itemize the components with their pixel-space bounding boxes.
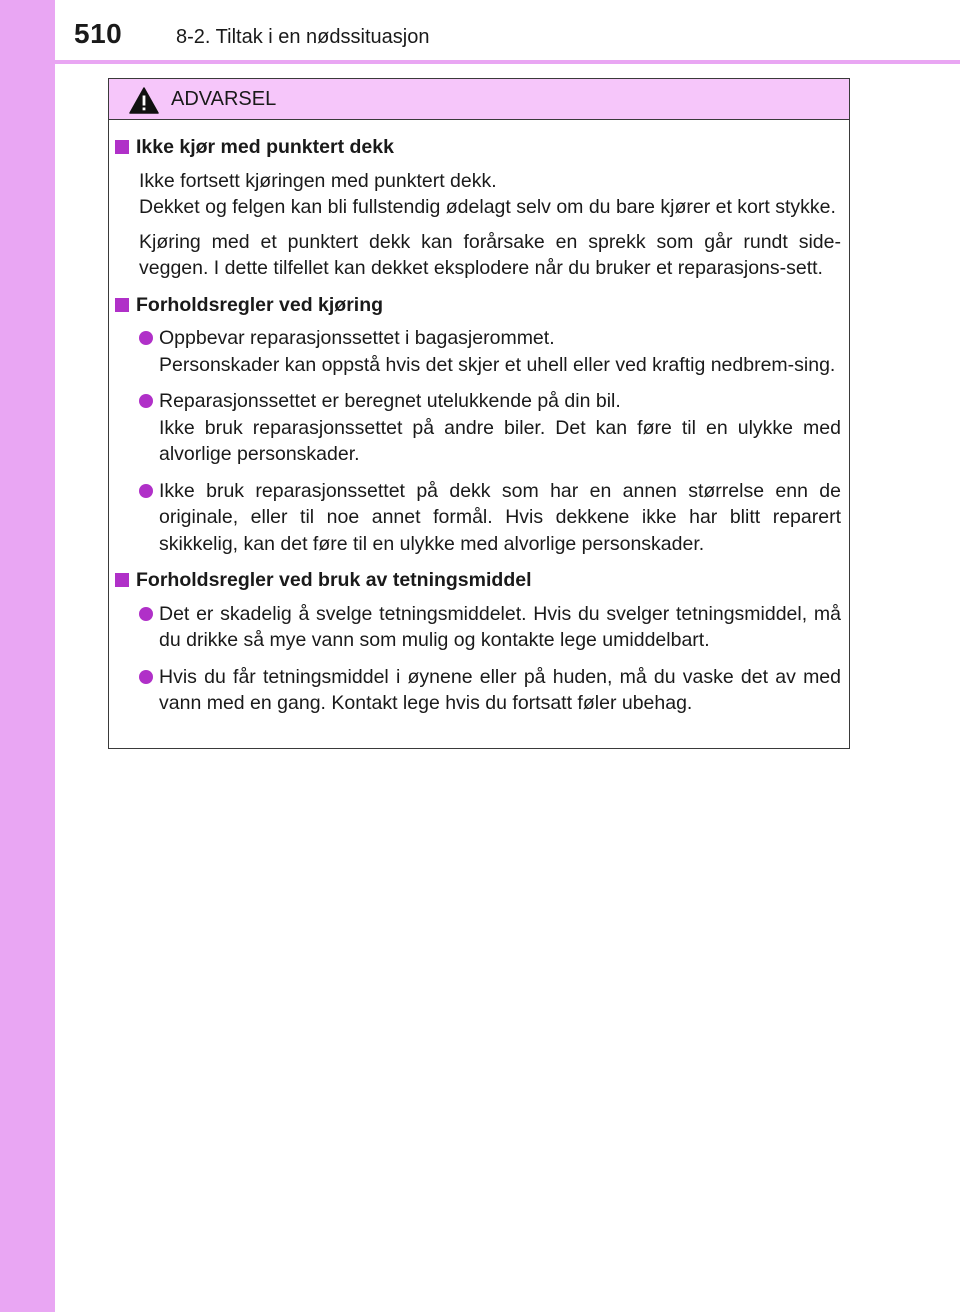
- bullet-line: Personskader kan oppstå hvis det skjer et uhell eller ved kraftig nedbrem-sing.: [159, 353, 836, 376]
- warning-box: [108, 78, 850, 749]
- warning-section: [113, 292, 841, 558]
- section-heading: [113, 134, 841, 161]
- circle-bullet-icon: [139, 394, 153, 408]
- side-color-band-top: [0, 0, 55, 60]
- section-heading: [113, 567, 841, 594]
- bullet-line: Hvis du får tetningsmiddel i øynene eller på huden, må du vaske det av med vann med en gang. Kontakt lege hvis du fortsatt føler ubehag.: [159, 665, 841, 714]
- warning-label: ADVARSEL: [171, 88, 277, 110]
- bullet-item: [113, 478, 841, 558]
- paragraph: [113, 168, 841, 221]
- paragraph-line: Kjøring med et punktert dekk kan forårsake en sprekk som går rundt side-veggen. I dette tilfellet kan dekket eksplodere når du bruker et reparasjons-sett.: [139, 230, 841, 279]
- header-rule: [55, 60, 960, 64]
- bullet-line: Oppbevar reparasjonssettet i bagasjerommet.: [159, 327, 555, 349]
- bullet-text: [159, 478, 841, 558]
- bullet-line: Reparasjonssettet er beregnet utelukkende på din bil.: [159, 390, 621, 412]
- square-bullet-icon: [115, 140, 129, 154]
- bullet-line: Det er skadelig å svelge tetningsmiddelet. Hvis du svelger tetningsmiddel, må du drikke så mye vann som mulig og kontakte lege umiddelbart.: [159, 602, 841, 651]
- warning-section: [113, 134, 841, 282]
- circle-bullet-icon: [139, 607, 153, 621]
- section-heading-text: Forholdsregler ved bruk av tetningsmiddel: [136, 569, 532, 591]
- bullet-text: [159, 388, 841, 468]
- side-color-band: [0, 0, 55, 1312]
- bullet-item: [113, 388, 841, 468]
- square-bullet-icon: [115, 298, 129, 312]
- paragraph: [113, 229, 841, 282]
- section-heading-text: Forholdsregler ved kjøring: [136, 293, 384, 316]
- header-area: [0, 0, 960, 60]
- bullet-text: [159, 601, 841, 654]
- warning-body: [109, 120, 849, 717]
- bullet-text: [159, 325, 841, 378]
- section-heading: [113, 292, 841, 319]
- paragraph-line: Dekket og felgen kan bli fullstendig ødelagt selv om du bare kjører et kort stykke.: [139, 196, 836, 218]
- warning-triangle-icon: [129, 87, 159, 114]
- circle-bullet-icon: [139, 670, 153, 684]
- circle-bullet-icon: [139, 484, 153, 498]
- page-number: 510: [74, 18, 123, 49]
- square-bullet-icon: [115, 573, 129, 587]
- bullet-line: Ikke bruk reparasjonssettet på andre biler. Det kan føre til en ulykke med alvorlige personskader.: [159, 416, 841, 465]
- warning-section: [113, 567, 841, 717]
- bullet-item: [113, 601, 841, 654]
- section-title: 8-2. Tiltak i en nødssituasjon: [176, 26, 430, 48]
- bullet-item: [113, 664, 841, 717]
- warning-header: [109, 79, 849, 120]
- bullet-item: [113, 325, 841, 378]
- bullet-line: Ikke bruk reparasjonssettet på dekk som har en annen størrelse enn de originale, eller til noe annet formål. Hvis dekkene ikke har blitt reparert skikkelig, kan det føre til en ulykke med alvorlige personskader.: [159, 479, 841, 555]
- bullet-text: [159, 664, 841, 717]
- section-heading-text: Ikke kjør med punktert dekk: [136, 136, 394, 158]
- paragraph-line: Ikke fortsett kjøringen med punktert dekk.: [139, 169, 497, 192]
- circle-bullet-icon: [139, 331, 153, 345]
